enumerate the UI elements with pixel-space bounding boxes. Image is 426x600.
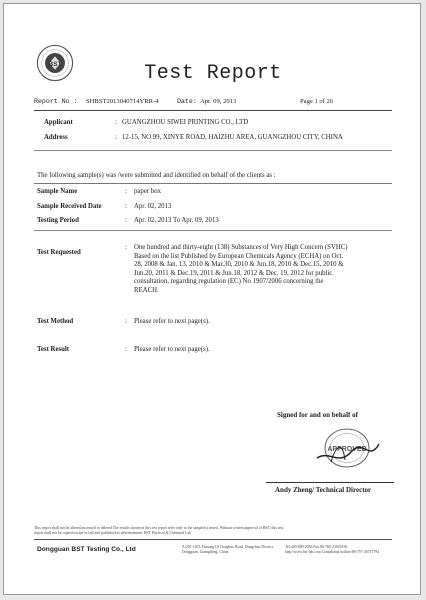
- test-requested-line: REACH.: [134, 286, 159, 294]
- rows-divider: [34, 230, 392, 231]
- test-requested-line: 28, 2008 & Jan. 13, 2010 & Mar.30, 2010 & Jun.18, 2010 & Dec.15, 2010 &: [134, 261, 344, 269]
- applicant-divider: [34, 150, 392, 151]
- colon: :: [125, 346, 127, 353]
- colon: :: [125, 318, 127, 325]
- test-requested-line: Jun.20, 2011 & Dec.19, 2011 & Jun.18, 2012 & Dec. 19, 2012 for public: [134, 269, 333, 277]
- test-method-value: Please refer to next page(s).: [134, 318, 210, 325]
- colon: :: [125, 217, 127, 224]
- disclaimer-line: report shall not be copied except in full and published as advertisement. BST Physical & Chemical Lab: [34, 531, 191, 535]
- test-method-label: Test Method: [37, 318, 74, 325]
- footer-contact-line: http://www.bst-lab.com Complaints hotline:86-757-26747794: [285, 550, 380, 554]
- stamp-text: APPROVED: [327, 446, 367, 453]
- report-no-label: Report No :: [34, 98, 78, 105]
- applicant-value: GUANGZHOU SIWEI PRINTING CO., LTD: [122, 119, 249, 126]
- test-result-label: Test Result: [37, 346, 70, 353]
- received-date-value: Apr. 02, 2013: [134, 203, 172, 210]
- date-label: Date:: [177, 98, 197, 105]
- disclaimer-line: This report shall not be altered,increased or deleted.The results shown in this test report refer only to the sample(s) tested. Without written approval of BST, this test: [34, 526, 284, 530]
- signed-for-text: Signed for and on behalf of: [277, 411, 358, 419]
- test-requested-line: consultation, regarding regulation (EC) No 1907/2006 concerning the: [134, 278, 324, 286]
- address-label: Address: [44, 134, 68, 141]
- colon: :: [125, 244, 127, 251]
- test-requested-line: Based on the list Published by European Chemicals Agency (ECHA) on Oct.: [134, 252, 344, 260]
- footer-divider: [34, 539, 392, 540]
- colon: :: [125, 188, 127, 195]
- test-requested-line: One hundred and thirty-eight (138) Substances of Very High Concern (SVHC): [134, 244, 348, 251]
- test-requested-text: [134, 244, 348, 296]
- intro-divider: [34, 183, 392, 184]
- footer-address-line: Dongguan, Guangdong, China: [182, 550, 229, 554]
- footer-company: Dongguan BST Testing Co., Ltd: [37, 546, 136, 553]
- footer-contact-line: Tel:400-880-2056 Fax:86-769-23026196: [285, 545, 348, 549]
- report-page: [3, 3, 421, 595]
- test-result-value: Please refer to next page(s).: [134, 346, 210, 353]
- testing-period-label: Testing Period: [37, 217, 79, 224]
- colon: :: [115, 119, 117, 126]
- colon: :: [125, 203, 127, 210]
- sample-name-value: paper box: [134, 188, 161, 195]
- sample-name-label: Sample Name: [37, 188, 78, 195]
- address-value: 12-15, NO.99, XINYE ROAD, HAIZHU AREA, GUANGZHOU CITY, CHINA: [122, 134, 343, 141]
- applicant-label: Applicant: [44, 119, 73, 126]
- colon: :: [115, 134, 117, 141]
- signatory-name: Andy Zheng/ Technical Director: [275, 486, 372, 494]
- report-number: SHBST2013040714YRR-4: [86, 98, 159, 105]
- received-date-label: Sample Received Date: [37, 203, 102, 210]
- footer-address-line: A/201-1203 Xinsong Of Dongbao Road, Dongchao District,: [182, 545, 274, 549]
- intro-text: The following sample(s) was /were submitted and identified on behalf of the clients as :: [37, 172, 276, 179]
- page-title: Test Report: [144, 62, 282, 85]
- logo-text: BST: [48, 60, 62, 68]
- testing-period-value: Apr. 02, 2013 To Apr. 09, 2013: [134, 217, 219, 224]
- page-number: Page 1 of 26: [300, 98, 334, 105]
- report-date: Apr. 09, 2013: [200, 98, 237, 105]
- header-divider: [34, 110, 392, 111]
- approved-stamp-icon: [309, 422, 385, 474]
- signature-line: [266, 482, 394, 483]
- test-requested-label: Test Requested: [37, 249, 81, 256]
